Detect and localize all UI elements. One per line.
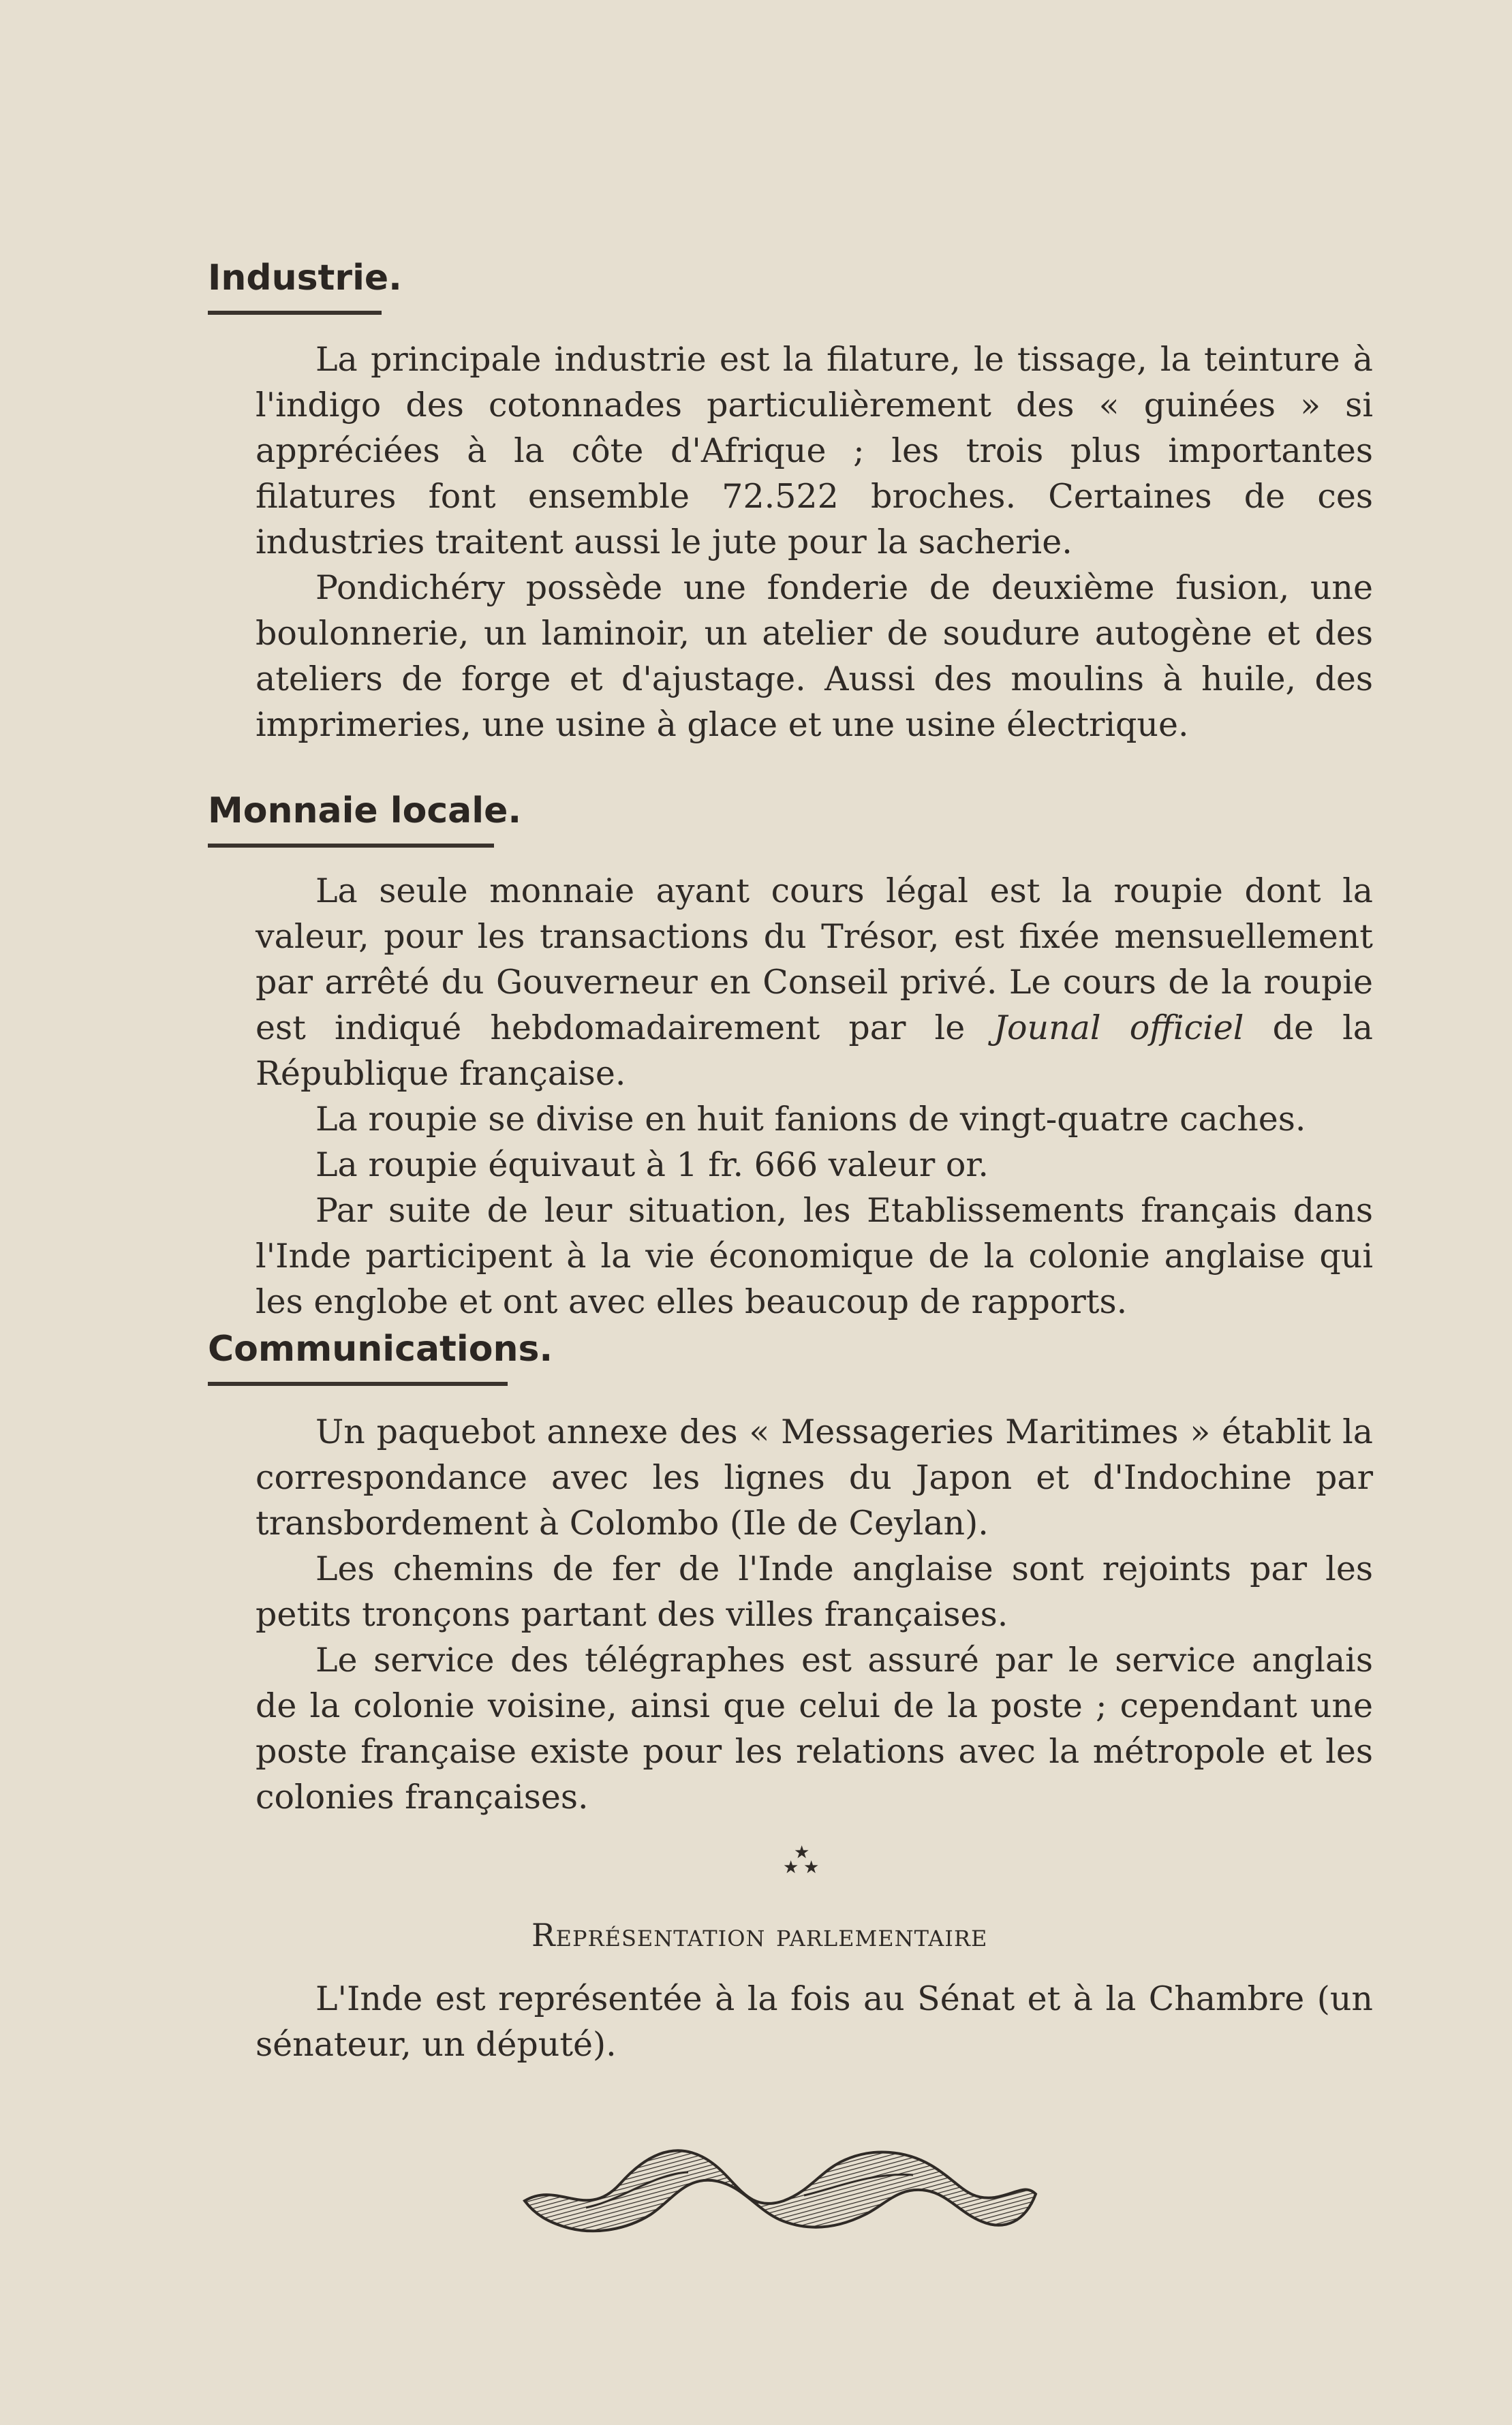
paragraph-monnaie-4: Par suite de leur situation, les Etablissements français dans l'Inde participent à la vie économique de la colonie anglaise qui les englobe et ont avec elles beaucoup de rapports. [256,1191,1373,1321]
paragraph-communications-1: Un paquebot annexe des « Messageries Maritimes » établit la correspondance avec les lignes du Japon et d'Indochine par transbordement à Colombo (Ile de Ceylan). [256,1412,1373,1543]
paragraph-monnaie-1-end: de la République française. [256,1008,1373,1093]
industrie-body [208,337,1373,747]
star-glyph: ★ [803,1857,820,1878]
paragraph-industrie-1: La principale industrie est la filature, le tissage, la teinture à l'indigo des cotonnades particulièrement des « guinées » si appréciées à la côte d'Afrique ; les trois plus importantes filatures font ensemble 72.522 broches. Certaines de ces industries traitent aussi le jute pour la sacherie. [256,340,1373,561]
star-glyph: ★ [794,1842,810,1863]
paragraph-communications-3: Le service des télégraphes est assuré par le service anglais de la colonie voisine, ainsi que celui de la poste ; cependant une poste française existe pour les relations avec la métropole et les colonies françaises. [256,1641,1373,1817]
heading-underline [208,311,382,315]
title-representation: Représentation parlementaire [531,1917,988,1953]
heading-wrapper-monnaie [208,790,521,848]
paragraph-industrie-2: Pondichéry possède une fonderie de deuxième fusion, une boulonnerie, un laminoir, un atelier de soudure autogène et des ateliers de forge et d'ajustage. Aussi des moulins à huile, des imprimeries, une usine à glace et une usine électrique. [256,568,1373,744]
heading-underline [208,844,494,848]
paragraph-monnaie-2: La roupie se divise en huit fanions de vingt-quatre caches. [315,1100,1306,1139]
section-industrie [208,258,1373,747]
ornament-scroll [525,2150,1036,2231]
paragraph-monnaie-1 [208,868,1373,1096]
monnaie-body [208,868,1373,1325]
heading-monnaie: Monnaie locale. [208,790,522,831]
paragraph-monnaie-1-start: La seule monnaie ayant cours légal est la roupie dont la valeur, pour les transactions du Trésor, est fixée mensuellement par arrêté du Gouverneur en Conseil privé. Le cours de la roupie est indiqué hebdomadairement par le [256,871,1373,1047]
star-glyph: ★ [783,1857,799,1878]
asterism-separator [779,1844,827,1885]
heading-communications: Communications. [208,1329,553,1370]
communications-body [208,1409,1373,1820]
paragraph-communications-2: Les chemins de fer de l'Inde anglaise sont rejoints par les petits tronçons partant des villes françaises. [256,1549,1373,1634]
heading-wrapper-communications [208,1329,553,1386]
section-representation [208,1976,1373,2067]
journal-officiel-title: Jounal officiel [993,1008,1244,1047]
paragraph-representation: L'Inde est représentée à la fois au Sénat et à la Chambre (un sénateur, un député). [256,1979,1373,2064]
heading-underline [208,1382,508,1386]
section-monnaie [208,790,1373,1325]
heading-industrie: Industrie. [208,258,402,298]
paragraph-monnaie-3: La roupie équivaut à 1 fr. 666 valeur or. [315,1145,989,1184]
section-communications [208,1329,1373,1820]
decorative-ornament-icon [518,2119,1043,2249]
heading-wrapper-industrie [208,258,402,315]
